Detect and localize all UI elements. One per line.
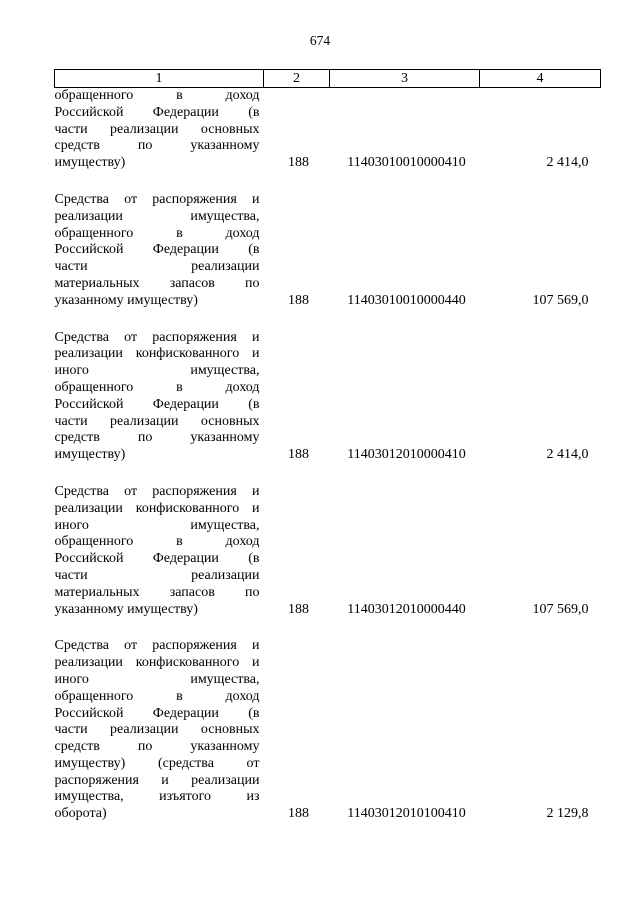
amount-value: 2 414,0 — [546, 447, 589, 463]
table-row — [55, 618, 601, 823]
description-line: реализации конфискованного и — [54, 655, 260, 671]
revenue-description — [55, 618, 264, 823]
description-line: реализации конфискованного и — [54, 346, 260, 362]
budget-classification-code: 11403012010000440 — [347, 601, 466, 617]
description-line: средств по указанному — [54, 430, 260, 446]
description-line: указанному имуществу) — [54, 292, 198, 308]
description-line: имущества, изъятого из — [54, 789, 260, 805]
description-line: обращенного в доход — [54, 379, 260, 395]
description-line: указанному имуществу) — [54, 601, 198, 617]
description-line: Российской Федерации (в — [54, 242, 260, 258]
amount-value: 2 414,0 — [546, 155, 589, 171]
description-line: части реализации — [54, 567, 260, 583]
description-line: части реализации основных — [54, 722, 260, 738]
amount-value: 2 129,8 — [546, 806, 589, 822]
description-line: иного имущества, — [54, 671, 260, 687]
description-line: обращенного в доход — [54, 534, 260, 550]
table-row — [55, 88, 601, 172]
description-line: обращенного в доход — [54, 688, 260, 704]
description-line: части реализации — [54, 259, 260, 275]
header-col-4: 4 — [480, 70, 601, 88]
description-line: оборота) — [54, 806, 107, 822]
administrator-code: 188 — [288, 806, 309, 822]
description-line: имуществу) (средства от — [54, 755, 260, 771]
header-col-1: 1 — [55, 70, 264, 88]
administrator-code: 188 — [288, 292, 309, 308]
description-line: Российской Федерации (в — [54, 104, 260, 120]
description-line: реализации имущества, — [54, 208, 260, 224]
description-line: реализации конфискованного и — [54, 500, 260, 516]
description-line: части реализации основных — [54, 121, 260, 137]
table-body — [55, 88, 601, 824]
description-line: Российской Федерации (в — [54, 551, 260, 567]
description-line: обращенного в доход — [54, 225, 260, 241]
description-line: материальных запасов по — [54, 584, 260, 600]
administrator-code: 188 — [288, 447, 309, 463]
table-row — [55, 464, 601, 618]
description-line: обращенного в доход — [54, 88, 260, 103]
description-line: средств по указанному — [54, 739, 260, 755]
description-line: части реализации основных — [54, 413, 260, 429]
revenue-description — [55, 88, 264, 172]
description-line: Средства от распоряжения и — [54, 329, 260, 345]
table-row — [55, 172, 601, 310]
description-line: иного имущества, — [54, 363, 260, 379]
revenue-description — [55, 172, 264, 310]
budget-classification-code: 11403010010000410 — [347, 155, 466, 171]
budget-classification-code: 11403012010000410 — [347, 447, 466, 463]
header-row — [55, 70, 601, 88]
administrator-code: 188 — [288, 601, 309, 617]
description-line: Российской Федерации (в — [54, 396, 260, 412]
budget-classification-code: 11403010010000440 — [347, 292, 466, 308]
amount-value: 107 569,0 — [532, 601, 589, 617]
header-col-2: 2 — [264, 70, 330, 88]
description-line: Средства от распоряжения и — [54, 191, 260, 207]
page-number: 674 — [309, 33, 331, 48]
budget-revenue-table — [54, 69, 601, 823]
administrator-code: 188 — [288, 155, 309, 171]
table-row — [55, 310, 601, 464]
description-line: иного имущества, — [54, 517, 260, 533]
description-line: Российской Федерации (в — [54, 705, 260, 721]
description-line: имуществу) — [54, 447, 126, 463]
amount-value: 107 569,0 — [532, 292, 589, 308]
description-line: Средства от распоряжения и — [54, 483, 260, 499]
table-header — [55, 70, 601, 88]
header-col-3: 3 — [330, 70, 480, 88]
budget-classification-code: 11403012010100410 — [347, 806, 466, 822]
description-line: распоряжения и реализации — [54, 772, 260, 788]
description-line: материальных запасов по — [54, 275, 260, 291]
description-line: средств по указанному — [54, 138, 260, 154]
description-line: Средства от распоряжения и — [54, 638, 260, 654]
description-line: имуществу) — [54, 155, 126, 171]
revenue-description — [55, 464, 264, 618]
revenue-description — [55, 310, 264, 464]
